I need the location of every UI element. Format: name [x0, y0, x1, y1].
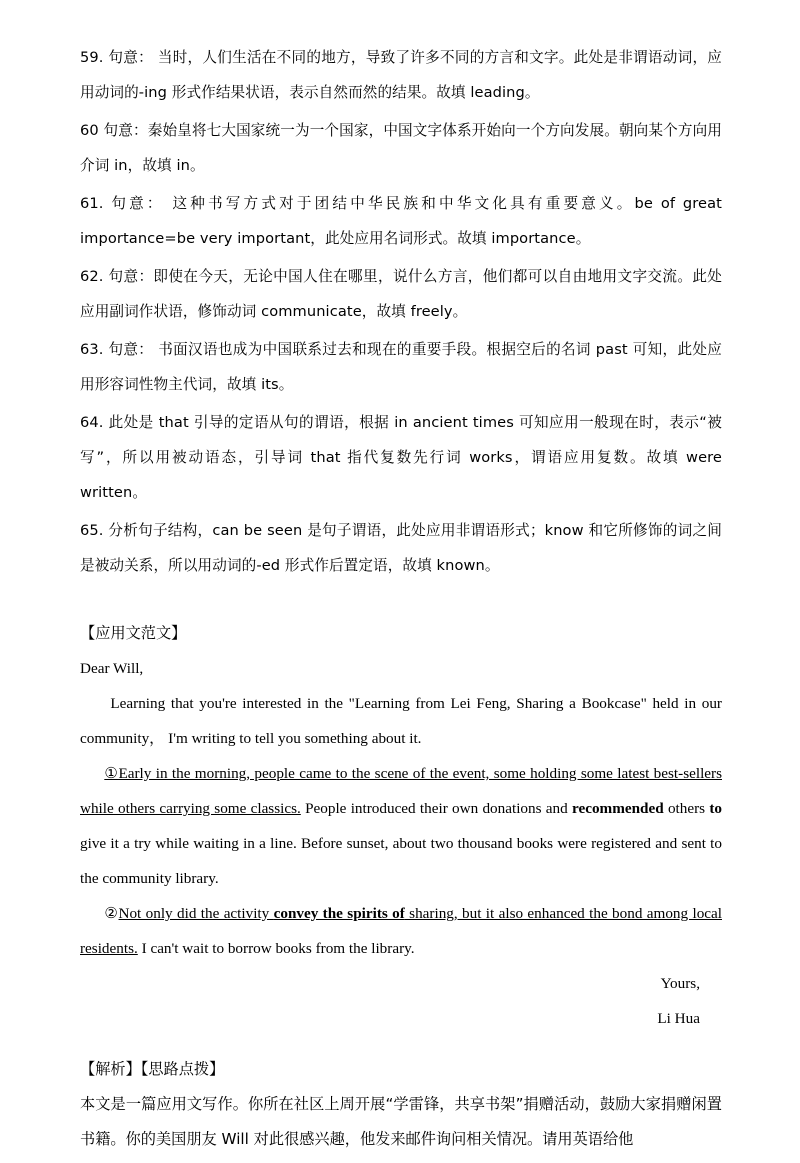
paragraph-2-underlined-lead: Early in the morning, people came to the scene of the event, some holding some latest best-sellers while others carrying some classics. — [80, 765, 722, 817]
paragraph-2-bold-to: to — [709, 800, 722, 817]
explanation-item-65: 65. 分析句子结构，can be seen 是句子谓语，此处应用非谓语形式；know 和它所修饰的词之间是被动关系，所以用动词的-ed 形式作后置定语，故填 known。 — [80, 522, 722, 574]
letter-paragraph-2 — [80, 756, 722, 896]
letter-closing: Yours, — [660, 975, 700, 992]
explanation-item-59: 59. 句意： 当时，人们生活在不同的地方，导致了许多不同的方言和文字。此处是非谓语动词，应用动词的-ing 形式作结果状语，表示自然而然的结果。故填 leading。 — [80, 49, 722, 101]
letter-paragraph-1: Learning that you're interested in the "Learning from Lei Feng, Sharing a Bookcase" held in our community， I'm writing to tell you something about it. — [80, 695, 722, 747]
paragraph-3-bold-underlined: convey the spirits of — [273, 905, 405, 922]
explanation-item-63: 63. 句意： 书面汉语也成为中国联系过去和现在的重要手段。根据空后的名词 past 可知，此处应用形容词性物主代词，故填 its。 — [80, 341, 722, 393]
paragraph-3-underlined-start: Not only did the activity — [118, 905, 274, 922]
paragraph-3-underlined-end: sharing, but it also enhanced the bond among local residents. — [80, 905, 722, 957]
explanation-item-64: 64. 此处是 that 引导的定语从句的谓语，根据 in ancient times 可知应用一般现在时，表示“被写”，所以用被动语态，引导词 that 指代复数先行词 works，谓语应用复数。故填 were written。 — [80, 414, 722, 501]
paragraph-2-plain-after-bold: others — [663, 800, 710, 817]
explanation-item-60: 60 句意：秦始皇将七大国家统一为一个国家，中国文字体系开始向一个方向发展。朝向某个方向用介词 in，故填 in。 — [80, 122, 722, 174]
paragraph-3-marker: ② — [104, 905, 119, 922]
letter-salutation: Dear Will, — [80, 660, 144, 677]
explanation-item-62: 62. 句意：即使在今天，无论中国人住在哪里，说什么方言，他们都可以自由地用文字交流。此处应用副词作状语，修饰动词 communicate，故填 freely。 — [80, 268, 722, 320]
analysis-text: 本文是一篇应用文写作。你所在社区上周开展“学雷锋，共享书架”捐赠活动，鼓励大家捐赠闲置书籍。你的美国朋友 Will 对此很感兴趣，他发来邮件询问相关情况。请用英语给他 — [80, 1095, 722, 1148]
explanation-item-61: 61. 句意： 这种书写方式对于团结中华民族和中华文化具有重要意义。be of great importance=be very important，此处应用名词形式。故填 importance。 — [80, 195, 722, 247]
paragraph-2-rest: give it a try while waiting in a line. Before sunset, about two thousand books were registered and sent to the community library. — [80, 835, 722, 887]
paragraph-3-tail: I can't wait to borrow books from the library. — [137, 940, 415, 957]
paragraph-2-plain-mid: People introduced their own donations and — [300, 800, 572, 817]
spacer — [80, 586, 722, 616]
paragraph-2-bold-recommended: recommended — [572, 800, 664, 817]
spacer-2 — [80, 1036, 722, 1052]
sample-essay-heading: 【应用文范文】 — [80, 624, 187, 642]
paragraph-2-marker: ① — [104, 765, 119, 782]
analysis-heading: 【解析】【思路点拨】 — [80, 1060, 225, 1078]
letter-signature: Li Hua — [657, 1010, 700, 1027]
letter-paragraph-3 — [80, 896, 722, 966]
